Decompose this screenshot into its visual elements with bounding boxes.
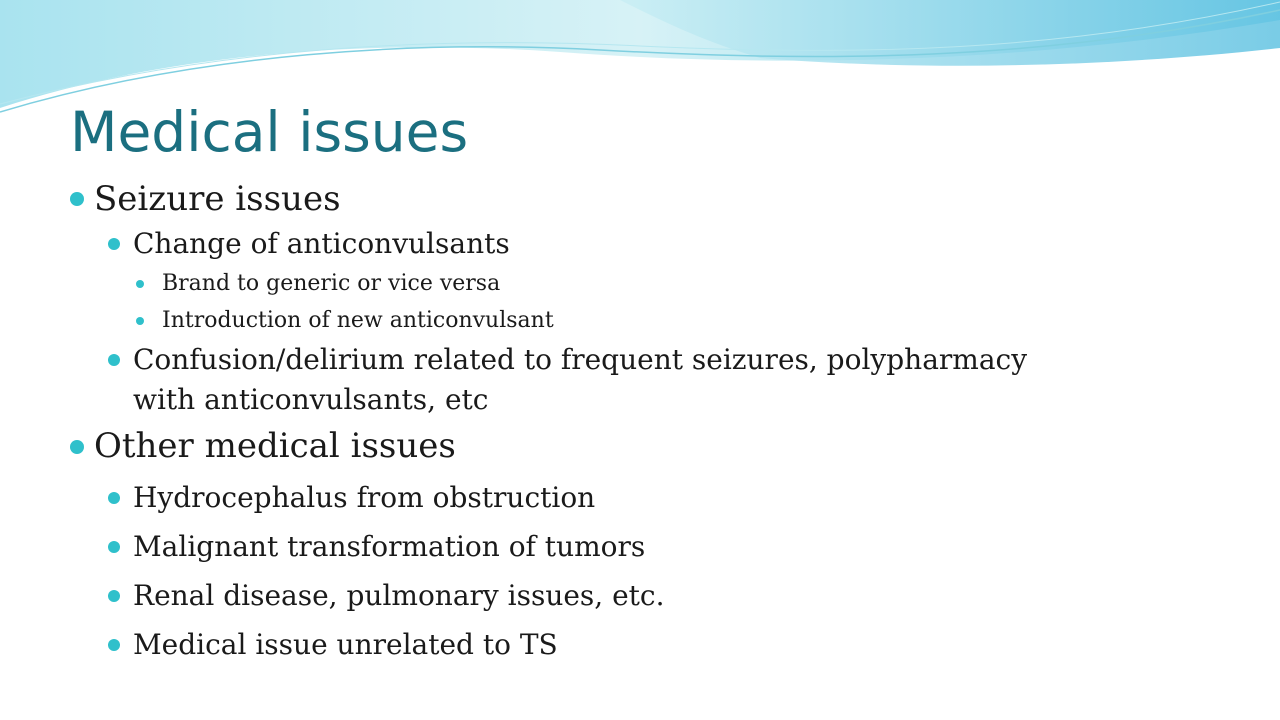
bullet-text: Hydrocephalus from obstruction: [133, 481, 596, 514]
bullet-dot: [108, 639, 120, 651]
bullet-dot: [70, 440, 84, 454]
bullet-dot: [108, 541, 120, 553]
bullet-dot: [108, 354, 120, 366]
bullet-dot: [136, 280, 144, 288]
bullet-text: Other medical issues: [94, 426, 456, 466]
bullet-text: Brand to generic or vice versa: [162, 271, 501, 296]
bullet-text: Seizure issues: [94, 179, 341, 219]
bullet-dot: [108, 590, 120, 602]
bullet-dot: [136, 317, 144, 325]
bullet-text: Medical issue unrelated to TS: [133, 628, 558, 661]
bullet-text: Change of anticonvulsants: [133, 227, 510, 260]
bullet-dot: [108, 238, 120, 250]
bullet-text: Introduction of new anticonvulsant: [162, 308, 554, 333]
bullet-text: Renal disease, pulmonary issues, etc.: [133, 579, 665, 612]
bullet-dot: [108, 492, 120, 504]
bullet-text-line1: Confusion/delirium related to frequent seizures, polypharmacy: [133, 343, 1028, 376]
bullet-text-line2: with anticonvulsants, etc: [133, 383, 489, 416]
bullet-text: Malignant transformation of tumors: [133, 530, 646, 563]
bullet-dot: [70, 192, 84, 206]
slide-title: Medical issues: [70, 100, 469, 164]
